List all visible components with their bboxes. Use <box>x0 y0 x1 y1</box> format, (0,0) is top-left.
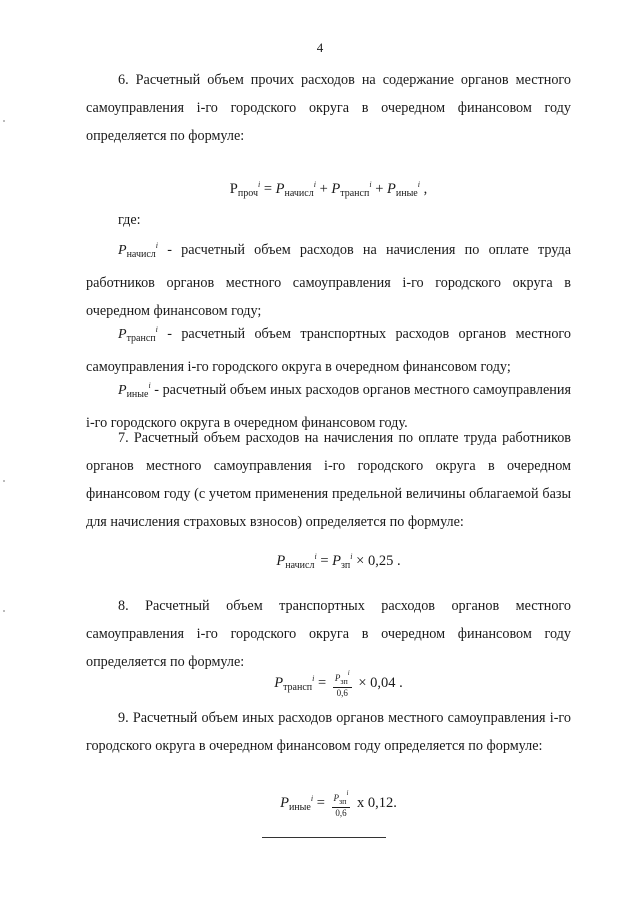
definition-3-symbol: P <box>118 383 127 398</box>
formula-1-term3: P <box>387 181 396 197</box>
formula-4-numerator: P <box>333 793 339 803</box>
definition-1-symbol: P <box>118 243 127 258</box>
paragraph-7 <box>86 424 571 536</box>
formula-2-rhs-sub: зп <box>340 560 351 571</box>
formula-1-plus: + <box>319 181 328 197</box>
formula-4-denominator: 0,6 <box>335 808 347 818</box>
index-i: i <box>369 180 372 189</box>
formula-4-numerator-sub: зп <box>339 797 347 806</box>
formula-3-numerator-sub: зп <box>340 677 348 686</box>
formula-2-lhs: P <box>276 553 286 569</box>
scan-mark <box>3 480 5 482</box>
formula-2-lhs-sub: начисл <box>285 560 315 571</box>
closing-rule <box>262 837 386 838</box>
scan-mark <box>3 120 5 122</box>
index-i: i <box>310 793 314 803</box>
formula-4 <box>96 788 581 819</box>
index-i: i <box>350 552 353 561</box>
formula-1-term2-sub: трансп <box>340 188 370 199</box>
formula-4-eq: = <box>316 794 325 811</box>
formula-4-tail: x 0,12. <box>357 794 397 811</box>
index-i: i <box>314 552 317 561</box>
formula-1 <box>86 180 571 199</box>
definition-2-text: - расчетный объем транспортных расходов органов местного самоуправления i-го городского округа в очередном финансовом году; <box>86 326 571 375</box>
index-i: i <box>313 180 316 189</box>
formula-3-denominator: 0,6 <box>336 688 348 698</box>
formula-3-fraction <box>333 668 352 699</box>
formula-1-lhs-sub: проч <box>237 188 258 199</box>
formula-1-term1: P <box>275 181 285 197</box>
definition-3-sub: иные <box>126 389 149 400</box>
definition-3-text: - расчетный объем иных расходов органов местного самоуправления i-го городского округа в очередном финансовом году. <box>86 382 571 431</box>
formula-2-tail: × 0,25 . <box>356 553 401 569</box>
formula-4-lhs-sub: иные <box>288 801 311 813</box>
index-i: i <box>155 325 158 334</box>
formula-2-eq: = <box>320 553 329 569</box>
definition-1 <box>86 232 571 325</box>
formula-3-numerator: P <box>334 673 341 683</box>
paragraph-7-text: 7. Расчетный объем расходов на начисления по оплате труда работников органов местного самоуправления i-го городского округа в очередном финансовом году (с учетом применения предельной величины облагаемой базы для начисления страховых взносов) определяется по формуле: <box>86 430 571 530</box>
formula-4-fraction <box>332 788 351 819</box>
paragraph-8 <box>86 592 571 676</box>
formula-3-tail: × 0,04 . <box>358 674 403 691</box>
definition-1-text: - расчетный объем расходов на начисления по оплате труда работников органов местного самоуправления i-го городского округа в очередном финансовом году; <box>86 242 571 319</box>
formula-1-term3-sub: иные <box>395 188 418 199</box>
definition-2-symbol: P <box>118 327 127 342</box>
index-i: i <box>347 669 350 677</box>
index-i: i <box>155 241 158 250</box>
scan-mark <box>3 610 5 612</box>
formula-3-lhs: P <box>274 674 284 691</box>
paragraph-6-text: 6. Расчетный объем прочих расходов на содержание органов местного самоуправления i-го городского округа в очередном финансовом году определяется по формуле: <box>86 72 571 144</box>
index-i: i <box>346 789 349 797</box>
formula-3 <box>96 668 581 699</box>
index-i: i <box>148 381 151 390</box>
where-label <box>86 206 571 234</box>
formula-1-term1-sub: начисл <box>284 188 314 199</box>
index-i: i <box>257 180 261 189</box>
formula-1-eq: = <box>263 181 273 197</box>
formula-3-lhs-sub: трансп <box>283 681 313 693</box>
index-i: i <box>312 673 315 683</box>
formula-1-plus: + <box>375 181 384 197</box>
formula-4-lhs: P <box>280 794 289 811</box>
paragraph-8-text: 8. Расчетный объем транспортных расходов органов местного самоуправления i-го городского округа в очередном финансовом году определяется по формуле: <box>86 598 571 670</box>
formula-3-eq: = <box>318 674 327 691</box>
paragraph-6 <box>86 66 571 150</box>
where-text: где: <box>118 212 141 228</box>
formula-1-tail: , <box>423 181 428 197</box>
definition-2-sub: трансп <box>126 333 156 344</box>
index-i: i <box>417 180 420 189</box>
formula-1-term2: P <box>331 181 341 197</box>
formula-2-rhs: P <box>332 553 341 569</box>
paragraph-9-text: 9. Расчетный объем иных расходов органов местного самоуправления i-го городского округа в очередном финансовом году определяется по формуле: <box>86 710 571 754</box>
paragraph-9 <box>86 704 571 760</box>
page-number: 4 <box>316 40 324 55</box>
formula-1-lhs: Р <box>229 181 238 197</box>
formula-2 <box>96 552 581 571</box>
definition-1-sub: начисл <box>126 249 156 260</box>
